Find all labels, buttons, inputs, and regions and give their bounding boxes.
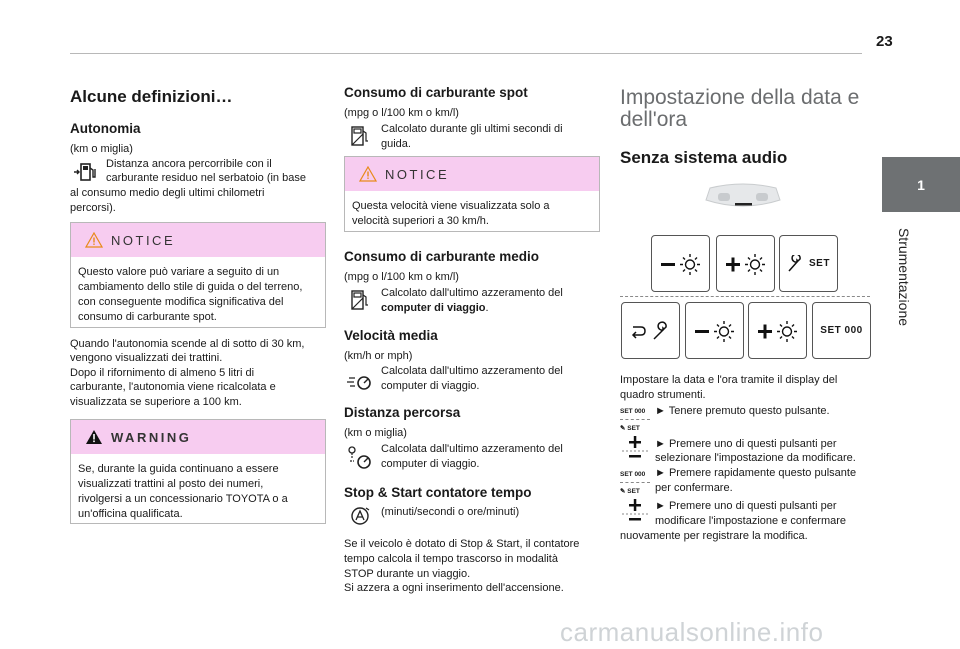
warning-text-3: rivolgersi a un concessionario TOYOTA o a: [78, 493, 288, 505]
medio-unit: (mpg o l/100 km o km/l): [344, 271, 459, 283]
chapter-tab[interactable]: [882, 157, 960, 212]
datetime-title-2: dell'ora: [620, 108, 688, 131]
range-para-2: vengono visualizzati dei trattini.: [70, 352, 223, 364]
step-4-3: nuovamente per registrare la modifica.: [620, 530, 808, 542]
stopstart-para-2: tempo calcola il tempo trascorso in modalità: [344, 553, 558, 565]
mini-wrench-set-icon-2: ✎ SET: [620, 487, 640, 495]
medio-desc-2: computer di viaggio: [381, 302, 486, 314]
notice-label: NOTICE: [385, 166, 450, 182]
range-para-4: carburante, l'autonomia viene ricalcolata e: [70, 381, 276, 393]
spot-desc-2: guida.: [381, 138, 411, 150]
chapter-number: 1: [917, 176, 925, 193]
plus-brightness-icon: [724, 252, 768, 276]
wrench-set-button[interactable]: [779, 235, 838, 292]
range-para-3: Dopo il rifornimento di almeno 5 litri di: [70, 367, 255, 379]
mini-set-000-icon-2: SET 000: [620, 470, 646, 478]
brightness-down-button-2[interactable]: [685, 302, 744, 359]
distance-icon: [346, 443, 374, 471]
autonomia-desc-3: al consumo medio degli ultimi chilometri: [70, 187, 265, 199]
chapter-label: Strumentazione: [896, 227, 912, 327]
distanza-desc-2: computer di viaggio.: [381, 458, 480, 470]
mini-wrench-set-icon: ✎ SET: [620, 424, 640, 432]
back-wrench-button[interactable]: [621, 302, 680, 359]
range-para-1: Quando l'autonomia scende al di sotto di 30 km,: [70, 338, 305, 350]
notice-text-1: Questa velocità viene visualizzata solo a: [352, 200, 550, 212]
return-wrench-icon: [629, 319, 673, 343]
notice-text-3: con conseguente modifica significativa del: [78, 296, 284, 308]
autonomia-unit: (km o miglia): [70, 143, 133, 155]
section-title: Alcune definizioni…: [70, 87, 233, 106]
watermark: carmanualsonline.info: [560, 617, 824, 647]
step-2-1: ► Premere uno di questi pulsanti per: [655, 438, 837, 450]
notice-text-4: consumo di carburante spot.: [78, 311, 217, 323]
set-label: SET: [809, 258, 830, 269]
stop-start-icon: [348, 502, 376, 530]
velocita-desc-2: computer di viaggio.: [381, 380, 480, 392]
autonomia-desc-1: Distanza ancora percorribile con il: [106, 158, 272, 170]
brightness-up-button[interactable]: [716, 235, 775, 292]
range-para-5: visualizzata se superiore a 100 km.: [70, 396, 242, 408]
autonomia-desc-2: carburante residuo nel serbatoio (in base: [106, 172, 306, 184]
notice-box-2: [344, 156, 600, 232]
fuel-average-icon: [346, 286, 374, 314]
medio-heading: Consumo di carburante medio: [344, 249, 540, 264]
set-000-button[interactable]: [812, 302, 871, 359]
no-audio-subtitle: Senza sistema audio: [620, 148, 788, 167]
set-000-label: SET 000: [820, 325, 863, 336]
minus-brightness-icon: [693, 319, 737, 343]
step-2-2: selezionare l'impostazione da modificare.: [655, 452, 856, 464]
spot-desc-1: Calcolato durante gli ultimi secondi di: [381, 123, 563, 135]
step-1: ► Tenere premuto questo pulsante.: [655, 405, 830, 417]
velocita-unit: (km/h or mph): [344, 350, 413, 362]
velocita-heading: Velocità media: [344, 328, 438, 343]
notice-text-1: Questo valore può variare a seguito di un: [78, 266, 280, 278]
step-3-2: per confermare.: [655, 482, 733, 494]
fuel-spot-icon: [346, 122, 374, 150]
notice-text-2: cambiamento dello stile di guida o del terreno,: [78, 281, 303, 293]
stopstart-para-3: STOP durante un viaggio.: [344, 568, 471, 580]
distanza-desc-1: Calcolata dall'ultimo azzeramento del: [381, 443, 563, 455]
mini-set-000-icon: SET 000: [620, 407, 646, 415]
velocita-desc-1: Calcolata dall'ultimo azzeramento del: [381, 365, 563, 377]
fuel-pump-range-icon: [72, 158, 100, 186]
step-4-1: ► Premere uno di questi pulsanti per: [655, 500, 837, 512]
brightness-up-button-2[interactable]: [748, 302, 807, 359]
notice-box-1: [70, 222, 326, 328]
autonomia-desc-4: percorsi).: [70, 202, 116, 214]
warning-text-1: Se, durante la guida continuano a essere: [78, 463, 279, 475]
average-speed-icon: [346, 365, 374, 393]
brightness-down-button[interactable]: [651, 235, 710, 292]
distanza-heading: Distanza percorsa: [344, 405, 461, 420]
stopstart-para-4: Si azzera a ogni inserimento dell'accensione.: [344, 582, 564, 594]
header-rule: [70, 53, 862, 54]
spot-heading: Consumo di carburante spot: [344, 85, 528, 100]
warning-box: [70, 419, 326, 524]
stopstart-desc: (minuti/secondi o ore/minuti): [381, 506, 520, 518]
mini-plus-minus-icon-2: [622, 499, 648, 523]
wrench-icon: [787, 255, 803, 273]
intro-text-1: Impostare la data e l'ora tramite il display del: [620, 374, 838, 386]
warning-text-2: visualizzati trattini al posto dei numeri,: [78, 478, 264, 490]
stopstart-para-1: Se il veicolo è dotato di Stop & Start, il contatore: [344, 538, 580, 550]
separator-dashed: [620, 296, 870, 297]
intro-text-2: quadro strumenti.: [620, 389, 706, 401]
minus-brightness-icon: [659, 252, 703, 276]
warning-triangle-icon: [85, 429, 103, 445]
notice-label: NOTICE: [111, 232, 176, 248]
plus-brightness-icon: [756, 319, 800, 343]
step-4-2: modificare l'impostazione e confermare: [655, 515, 847, 527]
steering-control-icon: [702, 182, 784, 216]
notice-text-2: velocità superiori a 30 km/h.: [352, 215, 489, 227]
distanza-unit: (km o miglia): [344, 427, 407, 439]
autonomia-heading: Autonomia: [70, 121, 141, 136]
spot-unit: (mpg o l/100 km o km/l): [344, 107, 459, 119]
datetime-title-1: Impostazione della data e: [620, 86, 860, 109]
notice-triangle-icon: [85, 232, 103, 248]
medio-desc-2-end: .: [485, 302, 489, 314]
mini-plus-minus-icon: [622, 436, 648, 460]
medio-desc-1: Calcolato dall'ultimo azzeramento del: [381, 287, 563, 299]
warning-text-4: un'officina qualificata.: [78, 508, 183, 520]
stopstart-heading: Stop & Start contatore tempo: [344, 485, 532, 500]
step-3-1: ► Premere rapidamente questo pulsante: [655, 467, 857, 479]
notice-triangle-icon: [359, 166, 377, 182]
warning-label: WARNING: [111, 429, 192, 445]
page-number: 23: [876, 33, 893, 50]
